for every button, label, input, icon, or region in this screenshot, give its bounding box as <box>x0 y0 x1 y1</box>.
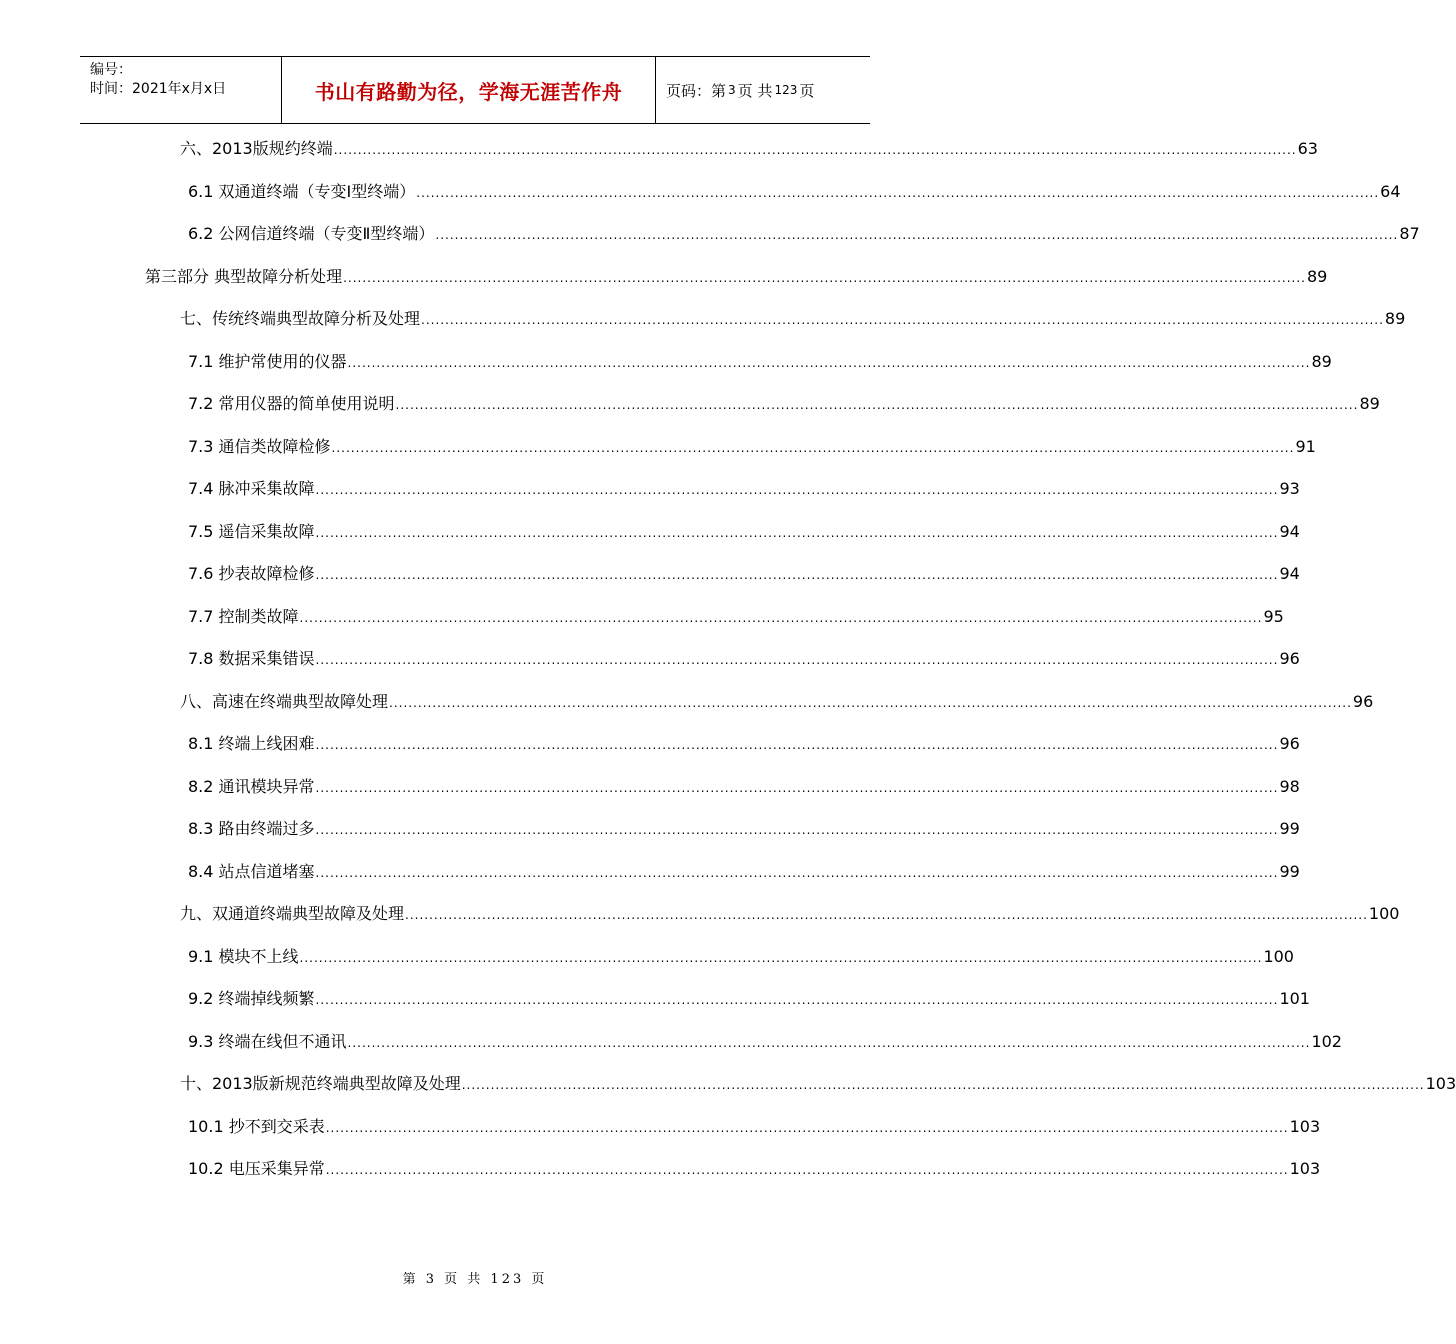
toc-leader-dots: ........................................................................................................................................................................................................ <box>389 695 1352 710</box>
header-page-info <box>656 57 870 123</box>
toc-leader-dots: ........................................................................................................................................................................................................ <box>343 270 1306 285</box>
toc-entry-page: 87 <box>1399 224 1420 243</box>
toc-entry-page: 63 <box>1297 139 1318 158</box>
toc-leader-dots: ........................................................................................................................................................................................................ <box>416 185 1380 200</box>
document-number-label: 编号： <box>90 62 132 78</box>
toc-entry-label: 九、双通道终端典型故障及处理 <box>180 904 405 923</box>
toc-leader-dots: ........................................................................................................................................................................................................ <box>421 313 1384 327</box>
toc-leader-dots: ........................................................................................................................................................................................................ <box>315 993 1279 1007</box>
header-meta <box>80 57 282 123</box>
toc-entry-label: 7.2 常用仪器的简单使用说明 <box>188 394 395 413</box>
toc-entry-label: 8.3 路由终端过多 <box>188 819 315 838</box>
toc-entry-label: 6.1 双通道终端（专变Ⅰ型终端） <box>188 181 416 201</box>
toc-entry-label: 7.5 遥信采集故障 <box>188 521 315 541</box>
toc-entry-page: 96 <box>1279 649 1300 668</box>
toc-leader-dots: ........................................................................................................................................................................................................ <box>435 228 1399 242</box>
toc-entry-page: 100 <box>1263 946 1294 966</box>
toc-leader-dots: ........................................................................................................................................................................................................ <box>315 568 1279 582</box>
toc-entry-page: 99 <box>1279 861 1300 881</box>
document-time-label: 时间：2021年x月x日 <box>90 81 227 97</box>
toc-entry-page: 103 <box>1289 1159 1321 1178</box>
toc-entry-page: 103 <box>1425 1074 1456 1093</box>
toc-entry-label: 七、传统终端典型故障分析及处理 <box>180 309 421 328</box>
toc-entry-page: 93 <box>1279 479 1300 498</box>
toc-leader-dots: ........................................................................................................................................................................................................ <box>331 440 1295 455</box>
toc-entry-page: 96 <box>1279 734 1300 753</box>
toc-leader-dots: ........................................................................................................................................................................................................ <box>315 823 1279 837</box>
toc-entry[interactable] <box>188 816 1300 842</box>
toc-entry[interactable] <box>188 561 1300 587</box>
toc-entry[interactable] <box>188 349 1332 375</box>
toc-leader-dots: ........................................................................................................................................................................................................ <box>325 1163 1289 1177</box>
toc-leader-dots: ........................................................................................................................................................................................................ <box>395 398 1359 412</box>
toc-entry-page: 89 <box>1359 394 1380 413</box>
page-header <box>80 56 870 124</box>
page-suffix: 页 <box>799 81 815 100</box>
page-prefix: 页码：第 <box>666 81 727 100</box>
toc-entry-label: 7.7 控制类故障 <box>188 606 299 626</box>
toc-leader-dots: ........................................................................................................................................................................................................ <box>315 483 1279 497</box>
toc-entry-page: 99 <box>1279 819 1300 838</box>
toc-entry[interactable] <box>180 1071 1456 1097</box>
toc-leader-dots: ........................................................................................................................................................................................................ <box>315 653 1279 667</box>
toc-entry-page: 101 <box>1279 989 1310 1008</box>
toc-entry[interactable] <box>188 1029 1342 1055</box>
toc-entry[interactable] <box>180 901 1400 927</box>
toc-entry[interactable] <box>188 944 1294 970</box>
toc-leader-dots: ........................................................................................................................................................................................................ <box>299 610 1263 625</box>
toc-leader-dots: ........................................................................................................................................................................................................ <box>347 355 1311 370</box>
toc-entry-label: 十、2013版新规范终端典型故障及处理 <box>180 1074 461 1093</box>
toc-entry[interactable] <box>188 179 1401 205</box>
toc-leader-dots: ........................................................................................................................................................................................................ <box>315 525 1279 540</box>
toc-entry[interactable] <box>188 774 1300 800</box>
toc-entry-page: 100 <box>1368 904 1400 923</box>
toc-entry[interactable] <box>188 731 1300 757</box>
toc-leader-dots: ........................................................................................................................................................................................................ <box>315 780 1279 795</box>
toc-entry[interactable] <box>188 646 1300 672</box>
toc-entry-page: 95 <box>1263 606 1284 626</box>
toc-leader-dots: ........................................................................................................................................................................................................ <box>405 908 1368 922</box>
toc-leader-dots: ........................................................................................................................................................................................................ <box>315 738 1279 752</box>
toc-entry[interactable] <box>188 391 1380 417</box>
toc-entry-page: 103 <box>1289 1116 1321 1136</box>
toc-entry[interactable] <box>188 1114 1321 1140</box>
toc-entry-label: 10.1 抄不到交采表 <box>188 1116 325 1136</box>
toc-entry-page: 64 <box>1380 181 1401 201</box>
toc-entry-label: 7.6 抄表故障检修 <box>188 564 315 583</box>
header-motto: 书山有路勤为径，学海无涯苦作舟 <box>282 57 656 123</box>
toc-entry-label: 9.3 终端在线但不通讯 <box>188 1031 347 1051</box>
toc-leader-dots: ........................................................................................................................................................................................................ <box>299 950 1263 965</box>
toc-entry-page: 94 <box>1279 521 1300 541</box>
toc-entry-label: 9.1 模块不上线 <box>188 946 299 966</box>
toc-leader-dots: ........................................................................................................................................................................................................ <box>347 1035 1311 1050</box>
toc-entry[interactable] <box>180 136 1318 162</box>
toc-entry-label: 六、2013版规约终端 <box>180 139 333 158</box>
toc-leader-dots: ........................................................................................................................................................................................................ <box>461 1078 1425 1092</box>
toc-leader-dots: ........................................................................................................................................................................................................ <box>325 1120 1289 1135</box>
toc-entry-page: 89 <box>1306 266 1328 286</box>
toc-entry-page: 98 <box>1279 776 1300 796</box>
toc-entry-label: 8.4 站点信道堵塞 <box>188 861 315 881</box>
toc-entry-page: 89 <box>1384 309 1406 328</box>
toc-leader-dots: ........................................................................................................................................................................................................ <box>333 143 1297 157</box>
toc-entry-label: 6.2 公网信道终端（专变Ⅱ型终端） <box>188 224 435 243</box>
toc-entry[interactable] <box>188 1156 1321 1182</box>
page-mid: 页 共 <box>737 81 773 100</box>
toc-entry-page: 102 <box>1311 1031 1342 1051</box>
page-total: 123 <box>774 83 798 97</box>
toc-entry[interactable] <box>188 434 1316 460</box>
toc-entry-label: 10.2 电压采集异常 <box>188 1159 325 1178</box>
toc-entry-label: 7.3 通信类故障检修 <box>188 436 331 456</box>
toc-entry-page: 94 <box>1279 564 1300 583</box>
page-footer: 第 3 页 共 123 页 <box>402 1272 548 1287</box>
toc-entry-label: 9.2 终端掉线频繁 <box>188 989 315 1008</box>
toc-entry[interactable] <box>145 264 1328 290</box>
toc-entry[interactable] <box>180 306 1406 332</box>
toc-entry-label: 7.4 脉冲采集故障 <box>188 479 315 498</box>
toc-entry-label: 7.1 维护常使用的仪器 <box>188 351 347 371</box>
toc-entry-page: 91 <box>1295 436 1316 456</box>
toc-entry[interactable] <box>188 519 1300 545</box>
toc-entry-label: 八、高速在终端典型故障处理 <box>180 691 389 711</box>
page-current: 3 <box>728 83 736 97</box>
toc-entry-page: 96 <box>1352 691 1374 711</box>
toc-leader-dots: ........................................................................................................................................................................................................ <box>315 865 1279 880</box>
toc-entry-label: 8.2 通讯模块异常 <box>188 776 315 796</box>
toc-entry[interactable] <box>188 986 1310 1012</box>
toc-entry-label: 7.8 数据采集错误 <box>188 649 315 668</box>
toc-entry-label: 第三部分 典型故障分析处理 <box>145 266 343 286</box>
toc-entry-label: 8.1 终端上线困难 <box>188 734 315 753</box>
toc-entry-page: 89 <box>1311 351 1332 371</box>
toc-entry[interactable] <box>188 604 1284 630</box>
toc-entry[interactable] <box>188 476 1300 502</box>
toc-entry[interactable] <box>188 221 1420 247</box>
toc-entry[interactable] <box>180 689 1374 715</box>
toc-entry[interactable] <box>188 859 1300 885</box>
